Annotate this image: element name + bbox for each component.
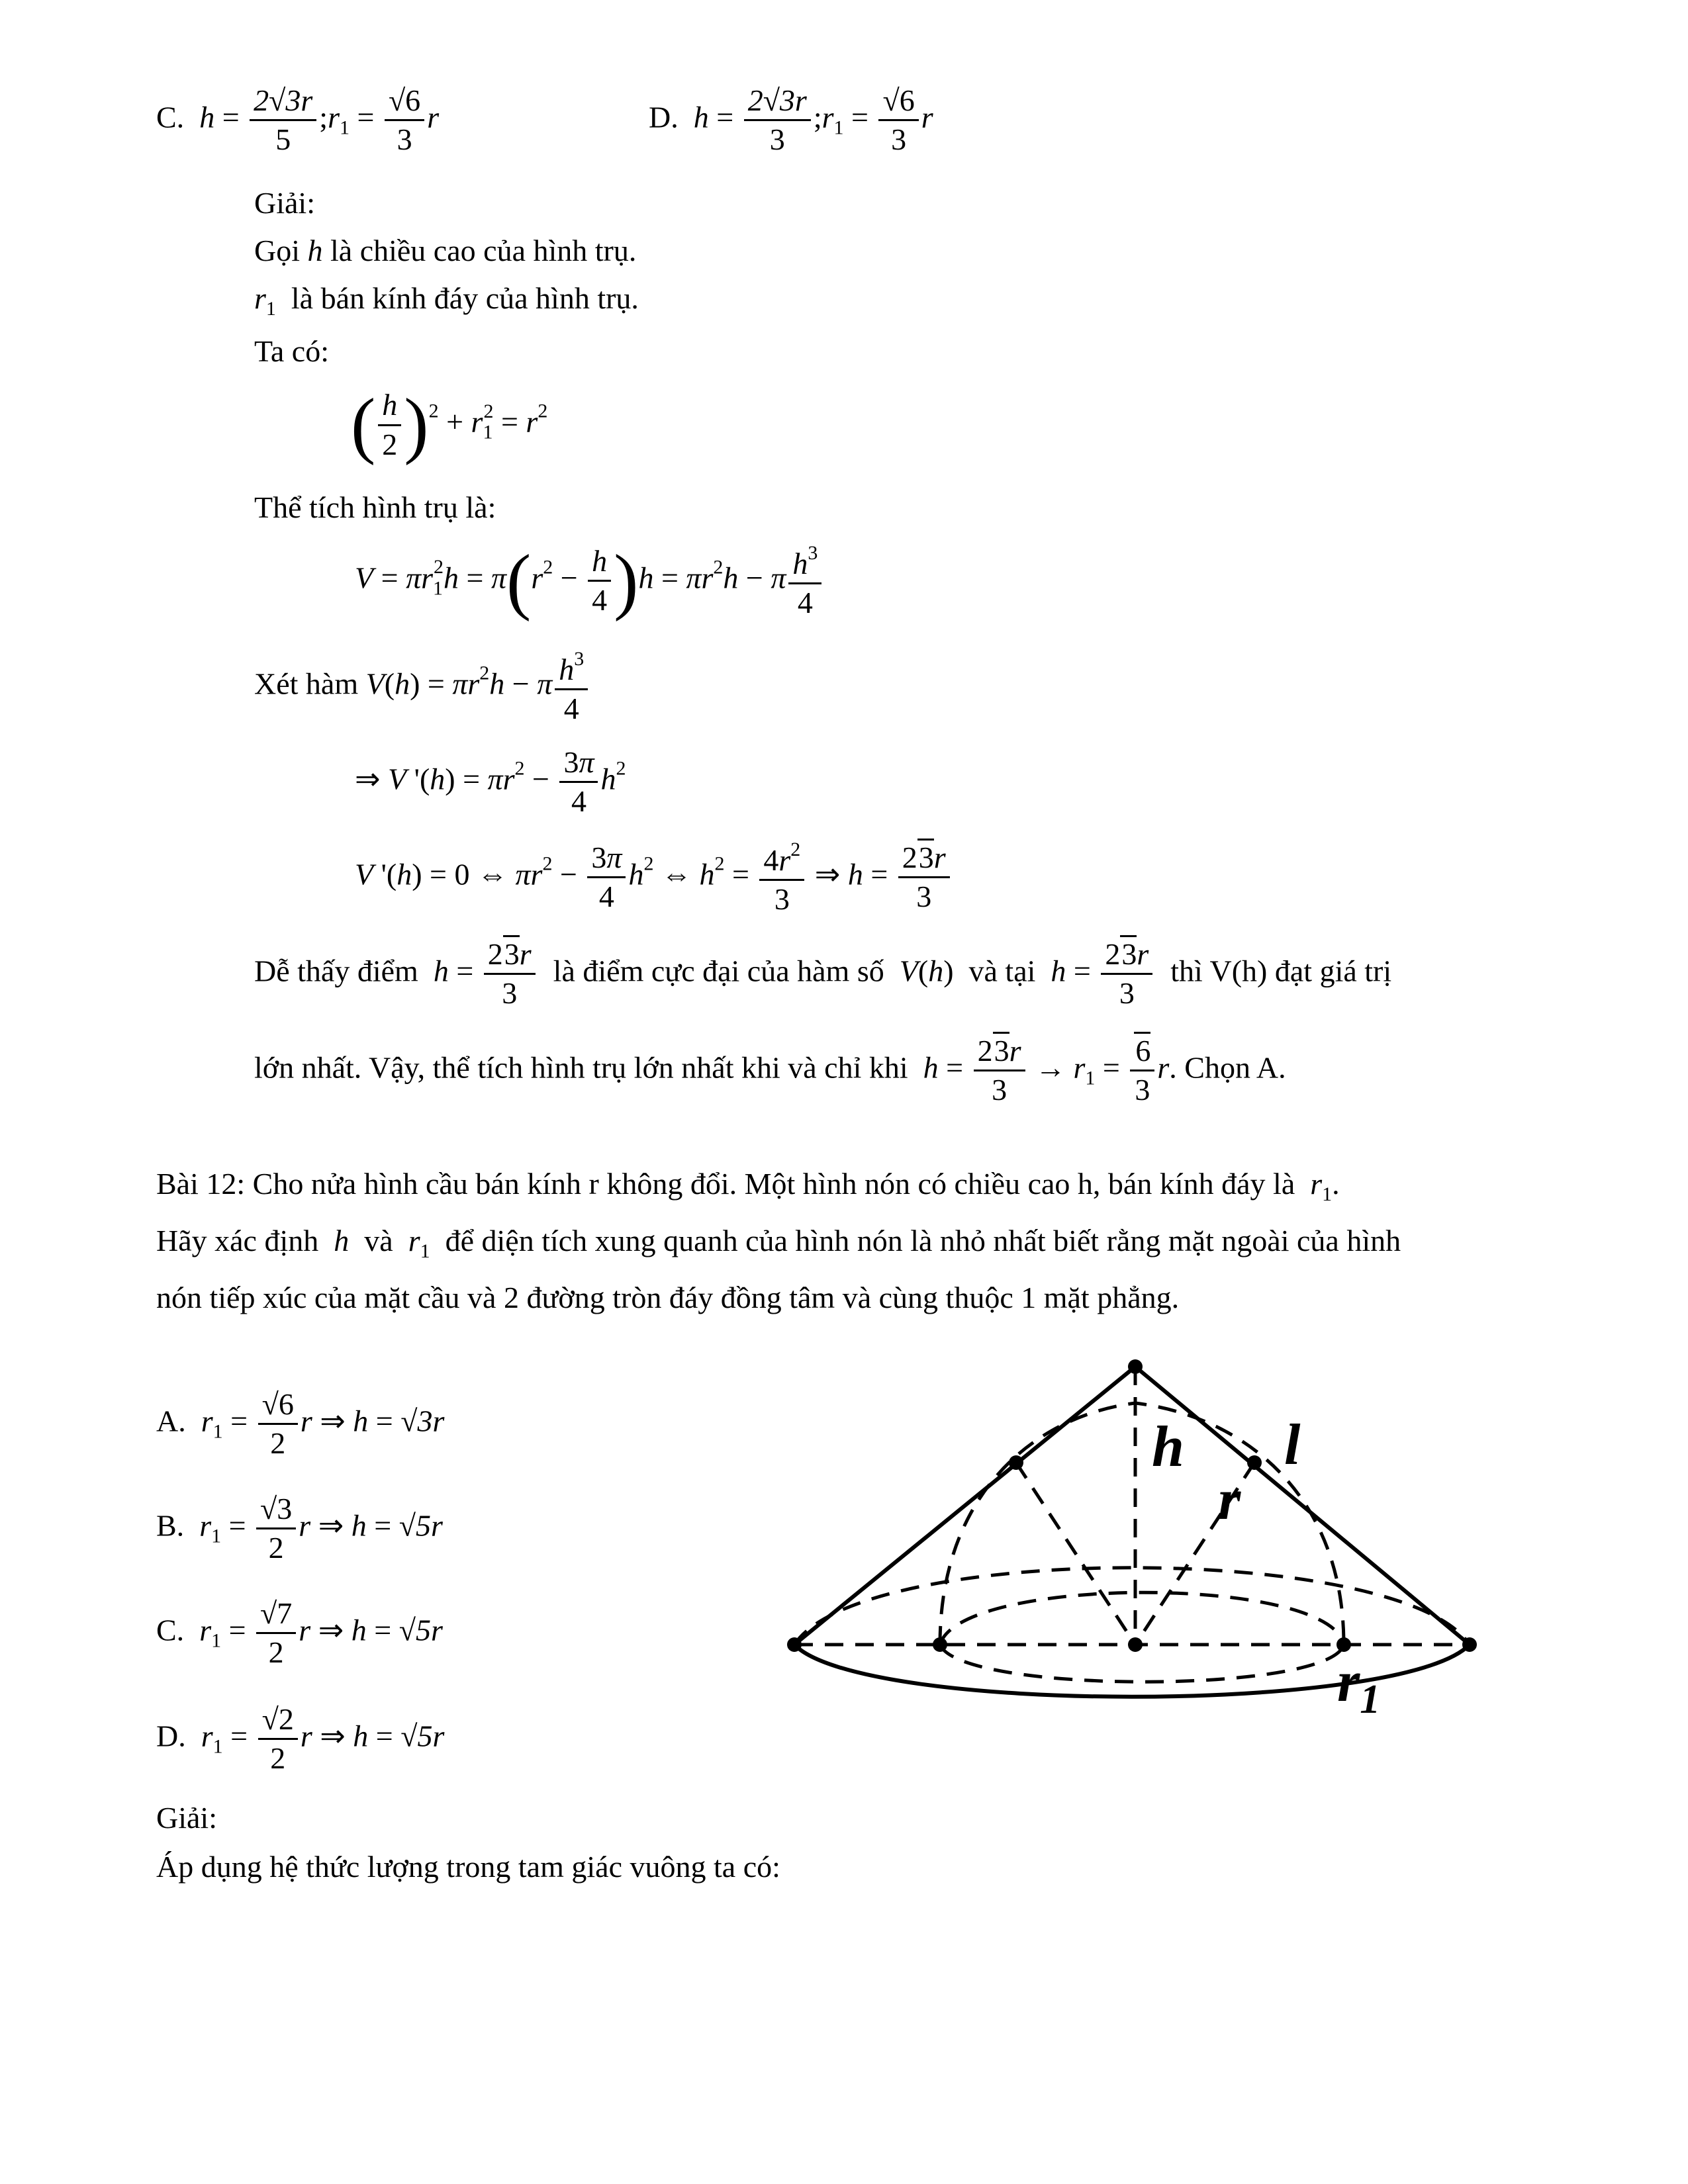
hemisphere-ellipse-front <box>940 1645 1344 1682</box>
cone-hemisphere-figure <box>761 1343 1523 1767</box>
volume-intro: Thể tích hình trụ là: <box>254 490 496 524</box>
solution2-title: Giải: <box>156 1801 217 1835</box>
solution-line-h: Gọi h là chiều cao của hình trụ. <box>254 234 637 267</box>
hemisphere-ellipse-back <box>940 1592 1344 1645</box>
base-point-right <box>1462 1637 1477 1652</box>
solution2-line-1: Áp dụng hệ thức lượng trong tam giác vuông ta có: <box>156 1850 780 1884</box>
cone-left-edge <box>794 1367 1135 1645</box>
problem12-line-2: Hãy xác định h và $r_1$ để diện tích xung quanh của hình nón là nhỏ nhất biết rằng mặt ngoài của hình <box>156 1224 1401 1262</box>
conclusion-line-1: Dễ thấy điểm h = $\frac{23r}{3}$ là điểm cực đại của hàm số V(h) và tại h = $\frac{23r}{3}$ thì V(h) đạt giá trị <box>254 938 1391 1010</box>
option-a: A. $r_1$ = $\frac{√6}{2}$ r ⇒ h = √3r <box>156 1387 445 1461</box>
cone-right-edge <box>1135 1367 1470 1645</box>
equation-pythagoras: ( $\frac{h}{2}$ )$^2 + r_1^2 = r^2$ <box>351 384 548 466</box>
solution-taco: Ta có: <box>254 334 330 368</box>
derivative-zero: V '(h) = 0 ⇔ $\pi r^2$ − $\frac{3\pi}{4}$ $h^2$ ⇔ $h^2$ = $\frac{4r^2}{3}$ ⇒ h = $\frac{23r}{3}$ <box>355 839 953 916</box>
option-b: B. $r_1$ = $\frac{√3}{2}$ r ⇒ h = √5r <box>156 1492 443 1565</box>
center-point <box>1128 1637 1143 1652</box>
problem12-line-1: Bài 12: Cho nửa hình cầu bán kính r không đổi. Một hình nón có chiều cao h, bán kính đáy là $r_1$. <box>156 1167 1340 1205</box>
base-ellipse-back <box>794 1568 1470 1645</box>
option-d: D. $r_1$ = $\frac{√2}{2}$ r ⇒ h = √5r <box>156 1702 445 1776</box>
label-l: l <box>1284 1413 1301 1477</box>
label-r: r <box>1218 1468 1241 1532</box>
label-h: h <box>1152 1415 1184 1479</box>
function-def: Xét hàm $V(h) = \pi r^2h - \pi$ $\frac{h^3}{4}$ <box>254 649 590 725</box>
hemisphere-point-left <box>933 1637 947 1652</box>
tangent-point-right <box>1247 1455 1262 1470</box>
apex-point <box>1128 1359 1143 1374</box>
option-c: C. $r_1$ = $\frac{√7}{2}$ r ⇒ h = √5r <box>156 1596 443 1670</box>
solution-line-r1: $r_1$ là bán kính đáy của hình trụ. <box>254 281 639 320</box>
equation-volume: $V = \pi r_1^2h = \pi(r^2$ − $\frac{h}{4}$ )$h = \pi r^2h - \pi$ $\frac{h^3}{4}$ <box>355 543 824 619</box>
radius-left <box>1016 1463 1135 1645</box>
tangent-point-left <box>1009 1455 1023 1470</box>
conclusion-line-2: lớn nhất. Vậy, thể tích hình trụ lớn nhất khi và chỉ khi h = $\frac{23r}{3}$ → $r_1$ = $\frac{6}{3}$ r. Chọn A. <box>254 1035 1286 1107</box>
base-point-left <box>787 1637 802 1652</box>
option-c-prev: C. h = $\frac{2√3r}{5}$ $;r_1$ = $\frac{√6}{3}$ r <box>156 83 440 157</box>
problem12-line-3: nón tiếp xúc của mặt cầu và 2 đường tròn đáy đồng tâm và cùng thuộc 1 mặt phẳng. <box>156 1281 1180 1314</box>
label-r1: $r_1$ <box>1337 1650 1381 1722</box>
derivative: ⇒ V '$(h) = \pi r^2$ − $\frac{3\pi}{4}$ $h^2$ <box>355 745 626 819</box>
solution-title: Giải: <box>254 186 315 220</box>
option-d-prev: D. h = $\frac{2√3r}{3}$ $;r_1$ = $\frac{√6}{3}$ r <box>649 83 933 157</box>
